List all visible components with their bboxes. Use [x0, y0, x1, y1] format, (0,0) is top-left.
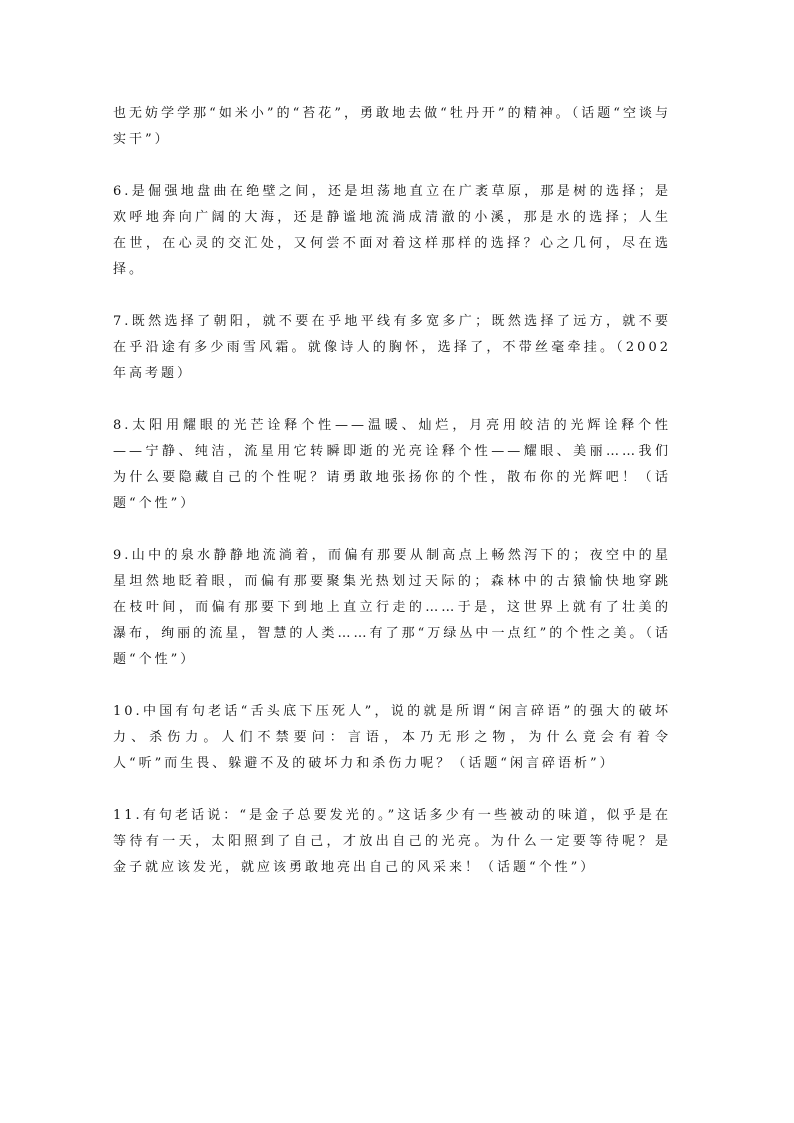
paragraph-item-9: 9.山中的泉水静静地流淌着，而偏有那要从制高点上畅然泻下的；夜空中的星星坦然地眨着眼，而偏有那要聚集光热划过天际的；森林中的古猿愉快地穿跳在枝叶间，而偏有那要下到地上直立行走的……于是，这世界上就有了壮美的瀑布，绚丽的流星，智慧的人类……有了那“万绿丛中一点红”的个性之美。（话题“个性”） [113, 548, 671, 667]
paragraph-item-6: 6.是倔强地盘曲在绝壁之间，还是坦荡地直立在广袤草原，那是树的选择；是欢呼地奔向广阔的大海，还是静谧地流淌成清澈的小溪，那是水的选择；人生在世，在心灵的交汇处，又何尝不面对着这样那样的选择？心之几何，尽在选择。 [113, 184, 671, 277]
paragraph-item-7: 7.既然选择了朝阳，就不要在乎地平线有多宽多广；既然选择了远方，就不要在乎沿途有多少雨雪风霜。就像诗人的胸怀，选择了，不带丝毫牵挂。（2002年高考题） [113, 314, 671, 381]
paragraph-item-8: 8.太阳用耀眼的光芒诠释个性——温暖、灿烂，月亮用皎洁的光辉诠释个性——宁静、纯洁，流星用它转瞬即逝的光亮诠释个性——耀眼、美丽……我们为什么要隐藏自己的个性呢？请勇敢地张扬你的个性，散布你的光辉吧！（话题“个性”） [113, 418, 671, 511]
paragraph-continuation: 也无妨学学那“如米小”的“苔花”，勇敢地去做“牡丹开”的精神。（话题“空谈与实干”） [113, 106, 671, 147]
paragraph-item-11: 11.有句老话说：“是金子总要发光的。”这话多少有一些被动的味道，似乎是在等待有一天，太阳照到了自己，才放出自己的光亮。为什么一定要等待呢？是金子就应该发光，就应该勇敢地亮出自己的风采来！（话题“个性”） [113, 808, 671, 875]
document-page [113, 101, 671, 881]
paragraph-item-10: 10.中国有句老话“舌头底下压死人”，说的就是所谓“闲言碎语”的强大的破坏力、杀伤力。人们不禁要问：言语，本乃无形之物，为什么竟会有着令人“听”而生畏、躲避不及的破坏力和杀伤力呢？（话题“闲言碎语析”） [113, 704, 671, 771]
